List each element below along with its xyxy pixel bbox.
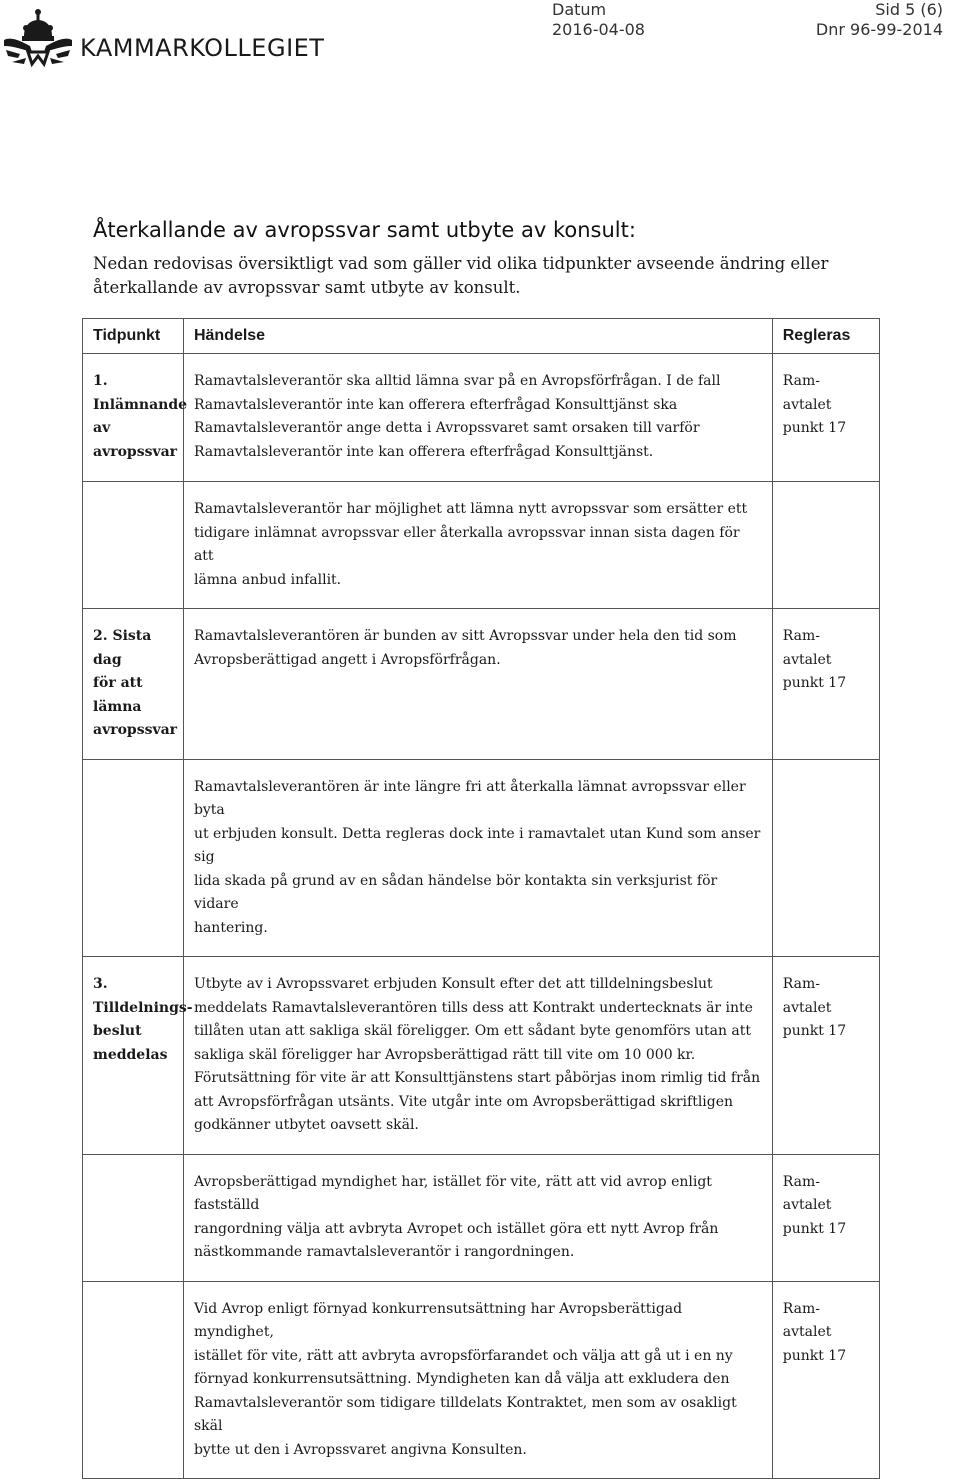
intro-paragraph [93,252,873,300]
cell-tidpunkt [83,482,184,609]
logo-text: KAMMARKOLLEGIET [80,34,325,62]
table-row [83,759,880,957]
cell-handelse-line: nästkommande ramavtalsleverantör i rangordningen. [193,1244,575,1260]
cell-tidpunkt-line: meddelas [93,1046,168,1063]
cell-handelse [183,354,772,482]
page-header [0,0,960,80]
table-row [83,482,880,609]
cell-tidpunkt-line: Inlämnande [93,396,188,413]
cell-handelse-line: lämna anbud infallit. [193,571,342,588]
cell-tidpunkt-line: för att [93,675,143,691]
cell-handelse-line: ut erbjuden konsult. Detta regleras dock inte i ramavtalet utan Kund som anser sig [193,825,761,865]
cell-regleras [772,1281,879,1479]
cell-handelse-line: att Avropsförfrågan utsänts. Vite utgår inte om Avropsberättigad skriftligen [193,1093,734,1110]
cell-handelse-line: hantering. [193,919,268,936]
cell-regleras-line: punkt 17 [782,675,847,691]
cell-tidpunkt [83,759,184,957]
table-body [83,354,880,1479]
cell-handelse-line: istället för vite, rätt att avbryta avropsförfarandet och välja att gå ut i en ny [193,1347,733,1364]
cell-handelse [183,957,772,1155]
cell-handelse-line: Ramavtalsleverantör ska alltid lämna svar på en Avropsförfrågan. I de fall [193,373,721,389]
cell-handelse-line: Ramavtalsleverantör inte kan offerera efterfrågad Konsulttjänst ska [193,396,678,413]
cell-tidpunkt-line: avropssvar [93,443,178,460]
page-number: Sid 5 (6) [875,0,943,19]
cell-tidpunkt [83,1154,184,1281]
table-row [83,1154,880,1281]
cell-tidpunkt-line: 1. [93,373,108,389]
cell-tidpunkt [83,609,184,760]
cell-regleras-line: avtalet [782,1324,832,1340]
cell-handelse-line: sakliga skäl föreligger har Avropsberättigad rätt till vite om 10 000 kr. [193,1046,696,1063]
cell-regleras [772,759,879,957]
cell-handelse [183,759,772,957]
cell-regleras-line: Ram- [782,1173,820,1190]
cell-handelse-line: Ramavtalsleverantör som tidigare tilldelats Kontraktet, men som av osakligt skäl [193,1394,737,1434]
cell-handelse-line: Ramavtalsleverantör ange detta i Avropssvaret samt orsaken till varför [193,420,700,436]
cell-regleras-line: Ram- [782,373,820,389]
cell-tidpunkt [83,957,193,1155]
cell-handelse-line: Ramavtalsleverantören är inte längre fri att återkalla lämnat avropssvar eller byta [193,778,746,818]
table-row [83,609,880,760]
cell-regleras [772,957,879,1155]
cell-regleras-line: Ram- [782,976,820,992]
cell-handelse-line: Ramavtalsleverantören är bunden av sitt Avropssvar under hela den tid som [193,628,737,644]
crown-icon [2,6,74,72]
cell-handelse-line: Vid Avrop enligt förnyad konkurrensutsättning har Avropsberättigad myndighet, [193,1300,683,1340]
cell-regleras [772,354,879,482]
kammarkollegiet-logo [2,6,324,72]
cell-regleras-line: punkt 17 [782,1220,847,1237]
cell-regleras-line: punkt 17 [782,420,847,436]
cell-tidpunkt-line: lämna [93,698,142,715]
section-title: Återkallande av avropssvar samt utbyte av konsult: [93,218,636,242]
column-header-handelse: Händelse [183,319,772,354]
intro-line: återkallande av avropssvar samt utbyte av konsult. [93,278,521,297]
column-header-regleras: Regleras [772,319,879,354]
cell-tidpunkt-line: 3. [93,976,108,992]
column-header-tidpunkt: Tidpunkt [83,319,184,354]
cell-handelse-line: tillåten utan att sakliga skäl föreligger. Om ett sådant byte genomförs utan att [193,1023,752,1039]
date-label: Datum [552,0,607,19]
cell-handelse-line: Ramavtalsleverantör inte kan offerera efterfrågad Konsulttjänst. [193,443,654,460]
cell-tidpunkt-line: beslut [93,1023,142,1039]
cell-handelse-line: meddelats Ramavtalsleverantören tills dess att Kontrakt undertecknats är inte [193,999,753,1016]
cell-regleras [772,609,879,760]
table-row [83,354,880,482]
table-header-row [83,319,880,354]
cell-tidpunkt-line: Tilldelnings- [93,999,193,1016]
cell-handelse-line: förnyad konkurrensutsättning. Myndigheten kan då välja att exkludera den [193,1371,730,1387]
cell-handelse-line: Ramavtalsleverantör har möjlighet att lämna nytt avropssvar som ersätter ett [193,501,748,517]
cell-handelse-line: bytte ut den i Avropssvaret angivna Konsulten. [193,1441,527,1458]
cell-regleras-line: Ram- [782,1300,820,1317]
cell-tidpunkt [83,1281,184,1479]
cell-tidpunkt-line: avropssvar [93,722,178,738]
cell-handelse-line: tidigare inlämnat avropssvar eller återkalla avropssvar innan sista dagen för att [193,524,740,564]
cell-handelse-line: Avropsberättigad myndighet har, istället för vite, rätt att vid avrop enligt fastställd [193,1173,712,1213]
cell-regleras-line: avtalet [782,651,832,668]
table-row [83,957,880,1155]
cell-regleras-line: punkt 17 [782,1347,847,1364]
cell-regleras-line: Ram- [782,628,820,644]
rules-table [82,318,880,1479]
cell-handelse-line: godkänner utbytet oavsett skäl. [193,1117,419,1133]
cell-regleras-line: avtalet [782,999,832,1016]
cell-handelse-line: lida skada på grund av en sådan händelse bör kontakta sin verksjurist för vidare [193,872,718,912]
cell-handelse-line: rangordning välja att avbryta Avropet och istället göra ett nytt Avrop från [193,1220,719,1237]
cell-regleras-line: punkt 17 [782,1023,847,1039]
table-row [83,1281,880,1479]
cell-handelse [183,482,772,609]
cell-handelse [183,1281,772,1479]
cell-regleras [772,1154,879,1281]
cell-handelse [183,609,772,760]
date-value: 2016-04-08 [552,20,645,39]
cell-handelse-line: Utbyte av i Avropssvaret erbjuden Konsult efter det att tilldelningsbeslut [193,976,713,992]
document-number: Dnr 96-99-2014 [815,20,943,39]
cell-tidpunkt-line: av [93,420,111,436]
intro-line: Nedan redovisas översiktligt vad som gäller vid olika tidpunkter avseende ändring eller [93,254,829,273]
cell-regleras [772,482,879,609]
cell-tidpunkt-line: 2. Sista dag [93,628,152,668]
cell-handelse-line: Avropsberättigad angett i Avropsförfrågan. [193,651,501,668]
cell-handelse [183,1154,772,1281]
cell-regleras-line: avtalet [782,396,832,413]
cell-regleras-line: avtalet [782,1197,832,1213]
cell-tidpunkt [83,354,188,482]
cell-handelse-line: Förutsättning för vite är att Konsulttjänstens start påbörjas inom rimlig tid från [193,1070,761,1086]
